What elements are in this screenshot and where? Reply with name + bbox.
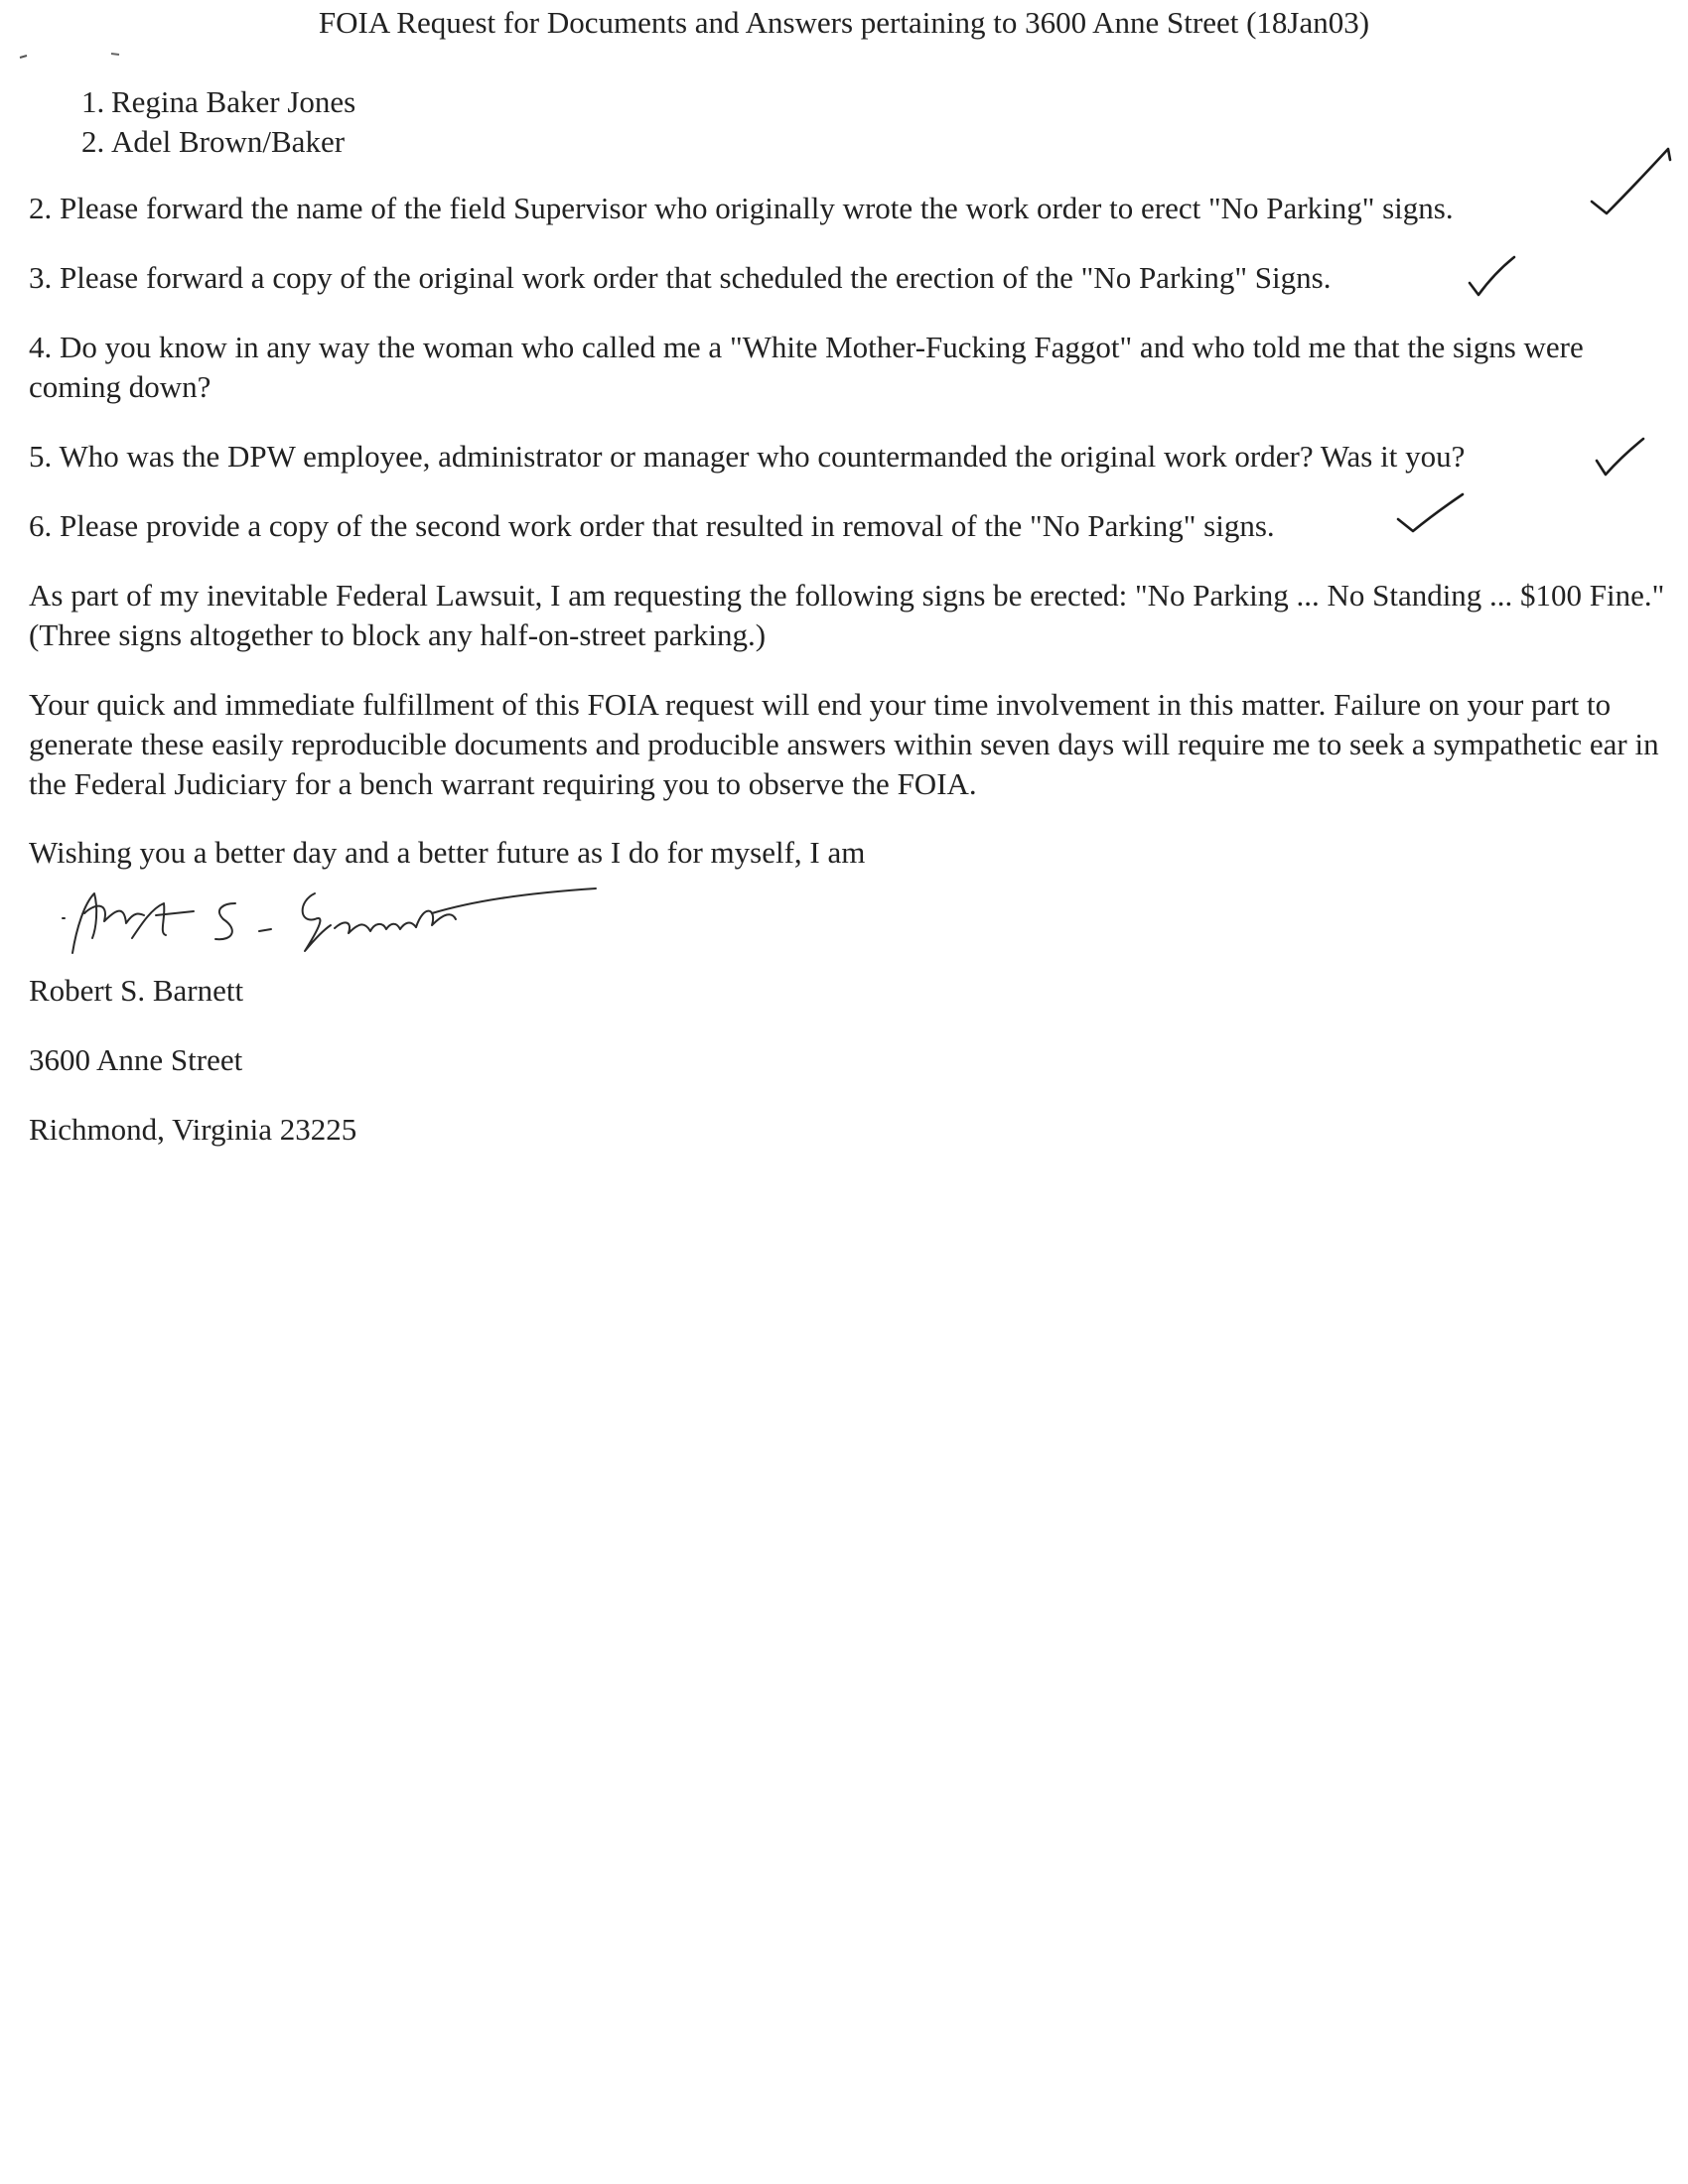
list-item xyxy=(81,122,355,162)
page-title: FOIA Request for Documents and Answers pertaining to 3600 Anne Street (18Jan03) xyxy=(318,5,1370,40)
list-item-number: 1. xyxy=(81,84,105,119)
checkmark-icon xyxy=(1465,253,1524,303)
signer-name: Robert S. Barnett xyxy=(29,973,244,1008)
list-item-number: 2. xyxy=(81,124,105,159)
request-item-6: 6. Please provide a copy of the second work order that resulted in removal of the "No Parking" signs. xyxy=(29,508,1275,543)
list-item-text: Adel Brown/Baker xyxy=(111,124,346,159)
request-item-4: 4. Do you know in any way the woman who called me a "White Mother-Fucking Faggot" and who told me that the signs were coming down? xyxy=(29,330,1584,404)
names-list xyxy=(81,82,355,162)
address-city: Richmond, Virginia 23225 xyxy=(29,1112,357,1147)
checkmark-icon xyxy=(1587,144,1676,223)
list-item-text: Regina Baker Jones xyxy=(111,84,356,119)
lawsuit-paragraph: As part of my inevitable Federal Lawsuit, I am requesting the following signs be erected: "No Parking ... No Standing ... $100 Fine." (Three signs altogether to block any half-on-street parking.) xyxy=(29,578,1665,652)
signature-image xyxy=(55,874,631,963)
request-item-3: 3. Please forward a copy of the original work order that scheduled the erection of the "No Parking" Signs. xyxy=(29,260,1332,295)
request-item-5: 5. Who was the DPW employee, administrator or manager who countermanded the original work order? Was it you? xyxy=(29,439,1466,474)
list-item xyxy=(81,82,355,122)
request-item-2: 2. Please forward the name of the field Supervisor who originally wrote the work order to erect "No Parking" signs. xyxy=(29,191,1454,225)
checkmark-icon xyxy=(1594,435,1653,484)
fulfillment-paragraph: Your quick and immediate fulfillment of this FOIA request will end your time involvement in this matter. Failure on your part to generate these easily reproducible documents and producible answers within seven days will require me to seek a sympathetic ear in the Federal Judiciary for a bench warrant requiring you to observe the FOIA. xyxy=(29,687,1659,801)
closing-line: Wishing you a better day and a better future as I do for myself, I am xyxy=(29,835,866,870)
checkmark-icon xyxy=(1395,491,1470,541)
address-street: 3600 Anne Street xyxy=(29,1042,243,1077)
